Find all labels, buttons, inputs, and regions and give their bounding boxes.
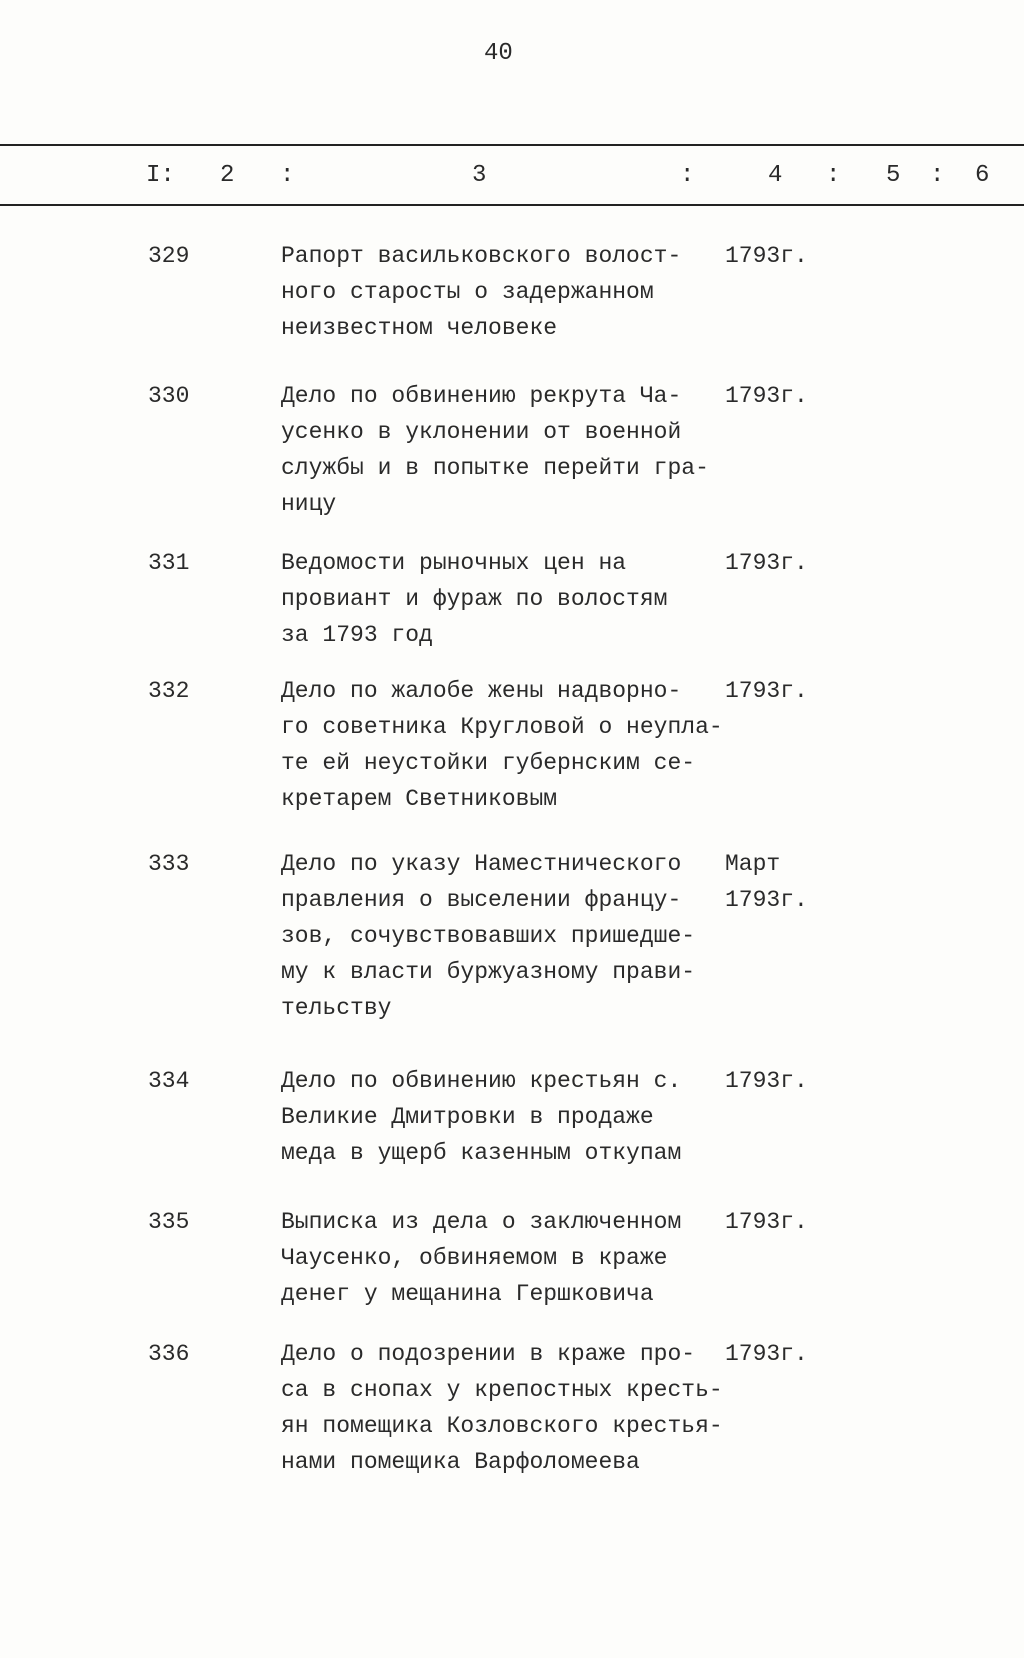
- table-top-rule: [0, 144, 1024, 146]
- col-separator: :: [680, 162, 695, 189]
- entry-date: [725, 1336, 808, 1372]
- description-line: правления о выселении францу-: [281, 887, 682, 913]
- description-line: Дело по жалобе жены надворно-: [281, 678, 682, 704]
- col-1-header: I:: [146, 162, 175, 189]
- description-line: за 1793 год: [281, 622, 433, 648]
- description-line: денег у мещанина Гершковича: [281, 1281, 654, 1307]
- date-line: 1793г.: [725, 1341, 808, 1367]
- description-line: неизвестном человеке: [281, 315, 558, 341]
- description-line: ного старосты о задержанном: [281, 279, 654, 305]
- description-line: ницу: [281, 491, 337, 517]
- entry-description: [281, 545, 667, 653]
- description-line: го советника Кругловой о неупла-: [281, 714, 723, 740]
- col-6-header: 6: [975, 162, 990, 189]
- description-line: Дело по обвинению крестьян с.: [281, 1068, 682, 1094]
- date-line: 1793г.: [725, 887, 808, 913]
- entry-date: [725, 1204, 808, 1240]
- col-3-header: 3: [472, 162, 487, 189]
- date-line: 1793г.: [725, 383, 808, 409]
- col-separator: :: [280, 162, 295, 189]
- description-line: нами помещика Варфоломеева: [281, 1449, 640, 1475]
- description-line: меда в ущерб казенным откупам: [281, 1140, 682, 1166]
- entry-description: [281, 238, 681, 346]
- entry-date: [725, 238, 808, 274]
- entry-description: [281, 1063, 681, 1171]
- date-line: 1793г.: [725, 1068, 808, 1094]
- entry-date: [725, 846, 808, 918]
- entry-description: [281, 1204, 681, 1312]
- description-line: Рапорт васильковского волост-: [281, 243, 682, 269]
- col-4-header: 4: [768, 162, 783, 189]
- description-line: службы и в попытке перейти гра-: [281, 455, 709, 481]
- description-line: те ей неустойки губернским се-: [281, 750, 696, 776]
- description-line: Чаусенко, обвиняемом в краже: [281, 1245, 668, 1271]
- entry-date: [725, 545, 808, 581]
- description-line: са в снопах у крепостных кресть-: [281, 1377, 723, 1403]
- description-line: кретарем Светниковым: [281, 786, 558, 812]
- col-5-header: 5: [886, 162, 901, 189]
- entry-date: [725, 378, 808, 414]
- description-line: Дело о подозрении в краже про-: [281, 1341, 696, 1367]
- table-header-rule: [0, 204, 1024, 206]
- entry-number: 336: [148, 1341, 190, 1367]
- date-line: Март: [725, 851, 781, 877]
- entry-number: 330: [148, 383, 190, 409]
- entry-number: 331: [148, 550, 190, 576]
- description-line: ян помещика Козловского крестья-: [281, 1413, 723, 1439]
- description-line: Великие Дмитровки в продаже: [281, 1104, 654, 1130]
- entry-number: 335: [148, 1209, 190, 1235]
- description-line: усенко в уклонении от военной: [281, 419, 682, 445]
- col-separator: :: [930, 162, 945, 189]
- description-line: зов, сочувствовавших пришедше-: [281, 923, 696, 949]
- entry-description: [281, 1336, 723, 1480]
- col-2-header: 2: [220, 162, 235, 189]
- entry-number: 329: [148, 243, 190, 269]
- col-separator: :: [826, 162, 841, 189]
- description-line: тельству: [281, 995, 392, 1021]
- entry-number: 333: [148, 851, 190, 877]
- entry-description: [281, 846, 695, 1026]
- entry-date: [725, 1063, 808, 1099]
- date-line: 1793г.: [725, 1209, 808, 1235]
- description-line: Дело по указу Наместнического: [281, 851, 682, 877]
- description-line: Дело по обвинению рекрута Ча-: [281, 383, 682, 409]
- description-line: провиант и фураж по волостям: [281, 586, 668, 612]
- description-line: Выписка из дела о заключенном: [281, 1209, 682, 1235]
- entry-number: 332: [148, 678, 190, 704]
- entry-description: [281, 673, 723, 817]
- description-line: му к власти буржуазному прави-: [281, 959, 696, 985]
- date-line: 1793г.: [725, 243, 808, 269]
- date-line: 1793г.: [725, 678, 808, 704]
- entry-number: 334: [148, 1068, 190, 1094]
- page-number: 40: [484, 40, 513, 67]
- date-line: 1793г.: [725, 550, 808, 576]
- description-line: Ведомости рыночных цен на: [281, 550, 627, 576]
- entry-description: [281, 378, 709, 522]
- entry-date: [725, 673, 808, 709]
